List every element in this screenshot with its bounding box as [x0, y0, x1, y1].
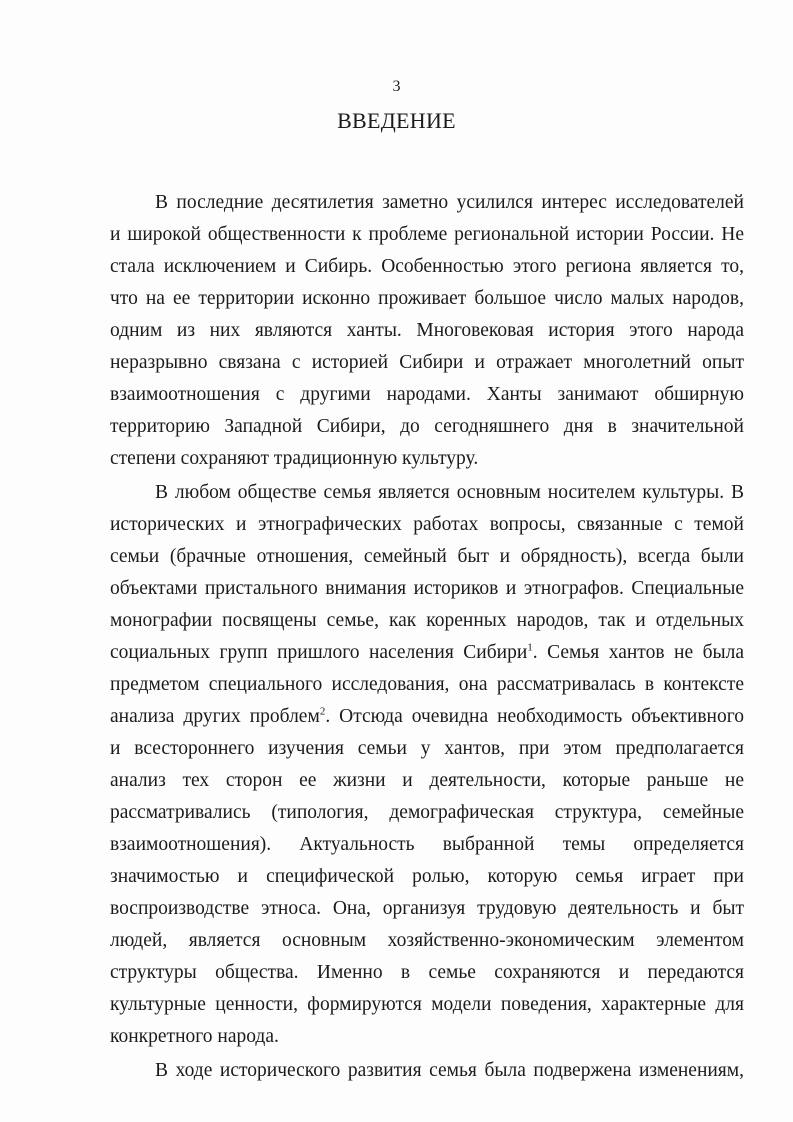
- text-segment: . Семья хантов не была: [532, 642, 744, 663]
- text-line: и широкой общественности к проблеме региональной истории России. Не: [110, 224, 744, 245]
- text-segment: анализа других проблем: [110, 706, 320, 727]
- text-line: и всестороннего изучения семьи у хантов, при этом предполагается: [110, 738, 744, 759]
- text-line: структуры общества. Именно в семье сохраняются и передаются: [110, 962, 744, 983]
- text-line: культурные ценности, формируются модели поведения, характерные для: [110, 994, 744, 1015]
- text-line: семьи (брачные отношения, семейный быт и обрядность), всегда были: [110, 546, 744, 567]
- text-line: взаимоотношения с другими народами. Ханты занимают обширную: [110, 384, 744, 405]
- text-line: В ходе исторического развития семья была подвержена изменениям,: [155, 1060, 744, 1081]
- text-line: степени сохраняют традиционную культуру.: [110, 448, 479, 469]
- text-line: монографии посвящены семье, как коренных народов, так и отдельных: [110, 610, 744, 631]
- text-segment: . Отсюда очевидна необходимость объективного: [325, 706, 745, 727]
- text-line: неразрывно связана с историей Сибири и отражает многолетний опыт: [110, 352, 744, 373]
- text-line: объектами пристального внимания историков и этнографов. Специальные: [110, 578, 744, 599]
- footnote-ref-1: 1: [527, 641, 533, 654]
- text-line: анализ тех сторон ее жизни и деятельности, которые раньше не: [110, 770, 744, 791]
- text-line: стала исключением и Сибирь. Особенностью этого региона является то,: [110, 256, 744, 277]
- text-line: рассматривались (типология, демографическая структура, семейные: [110, 802, 744, 823]
- text-line: В последние десятилетия заметно усилился интерес исследователей: [155, 192, 744, 213]
- text-line: территорию Западной Сибири, до сегодняшнего дня в значительной: [110, 416, 744, 437]
- text-line: людей, является основным хозяйственно-экономическим элементом: [110, 930, 744, 951]
- page-number: 3: [392, 78, 401, 95]
- text-line: исторических и этнографических работах вопросы, связанные с темой: [110, 514, 744, 535]
- text-line: предметом специального исследования, она рассматривалась в контексте: [110, 674, 744, 695]
- text-line-footnote-2: [110, 704, 744, 730]
- text-segment: социальных групп пришлого населения Сибири: [110, 642, 528, 663]
- text-line: воспроизводстве этноса. Она, организуя трудовую деятельность и быт: [110, 898, 744, 919]
- text-line: взаимоотношения). Актуальность выбранной темы определяется: [110, 834, 744, 855]
- text-line: значимостью и специфической ролью, которую семья играет при: [110, 866, 744, 887]
- section-heading: ВВЕДЕНИЕ: [337, 108, 456, 133]
- text-line: что на ее территории исконно проживает большое число малых народов,: [110, 288, 744, 309]
- text-line-footnote-1: [110, 640, 744, 666]
- text-line: одним из них являются ханты. Многовековая история этого народа: [110, 320, 744, 341]
- text-line: В любом обществе семья является основным носителем культуры. В: [155, 482, 744, 503]
- text-line: конкретного народа.: [110, 1026, 279, 1047]
- footnote-ref-2: 2: [319, 705, 326, 718]
